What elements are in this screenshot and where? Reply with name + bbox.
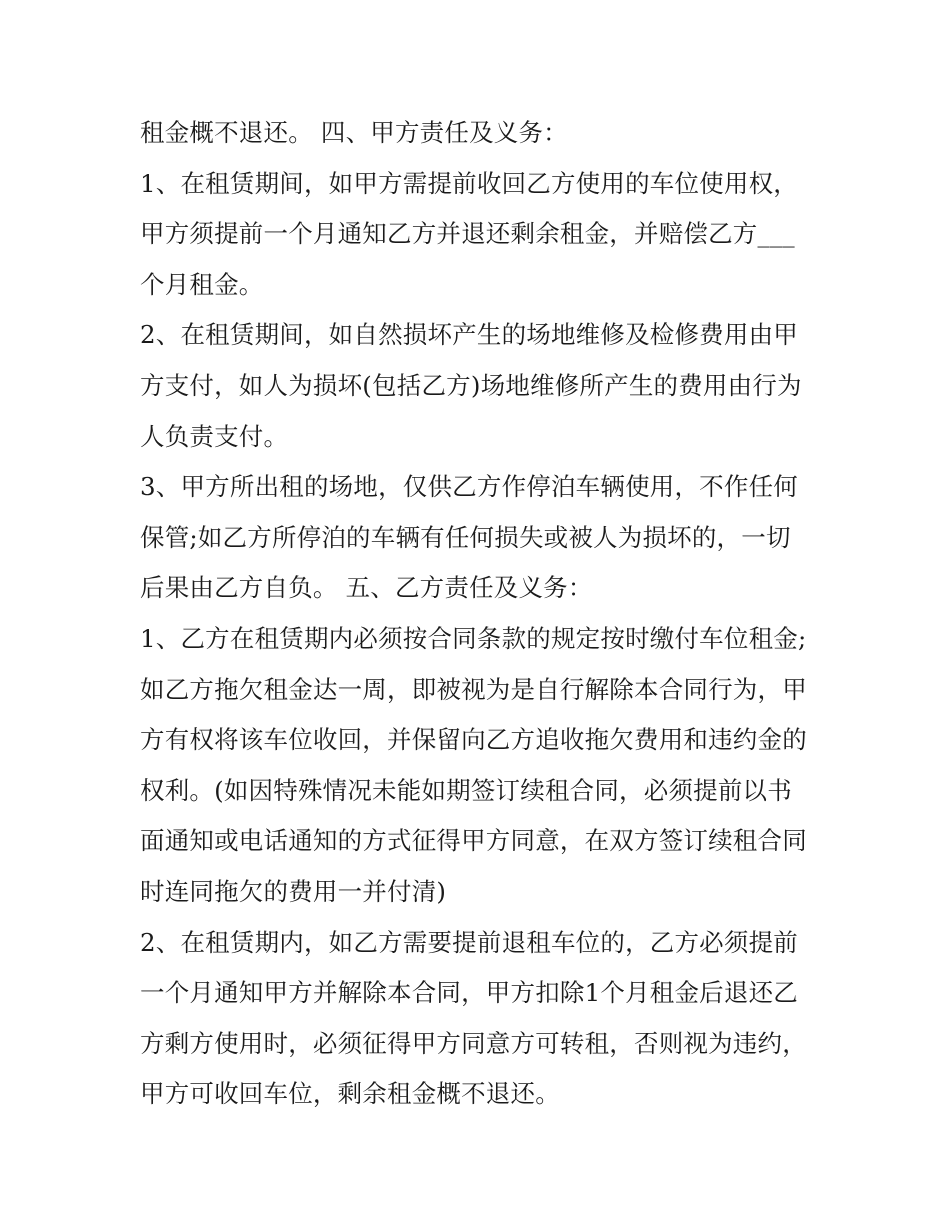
text-line: 甲方须提前一个月通知乙方并退还剩余租金，并赔偿乙方___ xyxy=(140,219,795,249)
text-line: 如乙方拖欠租金达一周，即被视为是自行解除本合同行为，甲 xyxy=(140,674,807,704)
text-line: 方有权将该车位收回，并保留向乙方追收拖欠费用和违约金的 xyxy=(140,725,807,755)
text-line: 3、甲方所出租的场地，仅供乙方作停泊车辆使用，不作任何 xyxy=(140,472,798,502)
text-line: 1、乙方在租赁期内必须按合同条款的规定按时缴付车位租金; xyxy=(140,623,807,653)
text-line: 一个月通知甲方并解除本合同，甲方扣除1个月租金后退还乙 xyxy=(140,978,798,1008)
contract-text xyxy=(140,108,820,1120)
text-line: 甲方可收回车位，剩余租金概不退还。 xyxy=(140,1079,560,1109)
text-line: 后果由乙方自负。 五、乙方责任及义务： xyxy=(140,573,593,603)
text-line: 权利。(如因特殊情况未能如期签订续租合同，必须提前以书 xyxy=(140,775,792,805)
text-line: 方剩方使用时，必须征得甲方同意方可转租，否则视为违约， xyxy=(140,1028,807,1058)
text-line: 2、在租赁期内，如乙方需要提前退租车位的，乙方必须提前 xyxy=(140,927,798,957)
text-line: 个月租金。 xyxy=(140,269,264,299)
text-line: 租金概不退还。 四、甲方责任及义务： xyxy=(140,118,568,147)
text-line: 1、在租赁期间，如甲方需提前收回乙方使用的车位使用权， xyxy=(140,168,798,198)
text-line: 面通知或电话通知的方式征得甲方同意，在双方签订续租合同 xyxy=(140,826,807,856)
text-line: 人负责支付。 xyxy=(140,421,289,451)
text-line: 方支付，如人为损坏(包括乙方)场地维修所产生的费用由行为 xyxy=(140,370,802,400)
text-line: 2、在租赁期间，如自然损坏产生的场地维修及检修费用由甲 xyxy=(140,320,798,350)
text-line: 保管;如乙方所停泊的车辆有任何损失或被人为损坏的，一切 xyxy=(140,522,791,552)
text-line: 时连同拖欠的费用一并付清) xyxy=(140,876,447,906)
